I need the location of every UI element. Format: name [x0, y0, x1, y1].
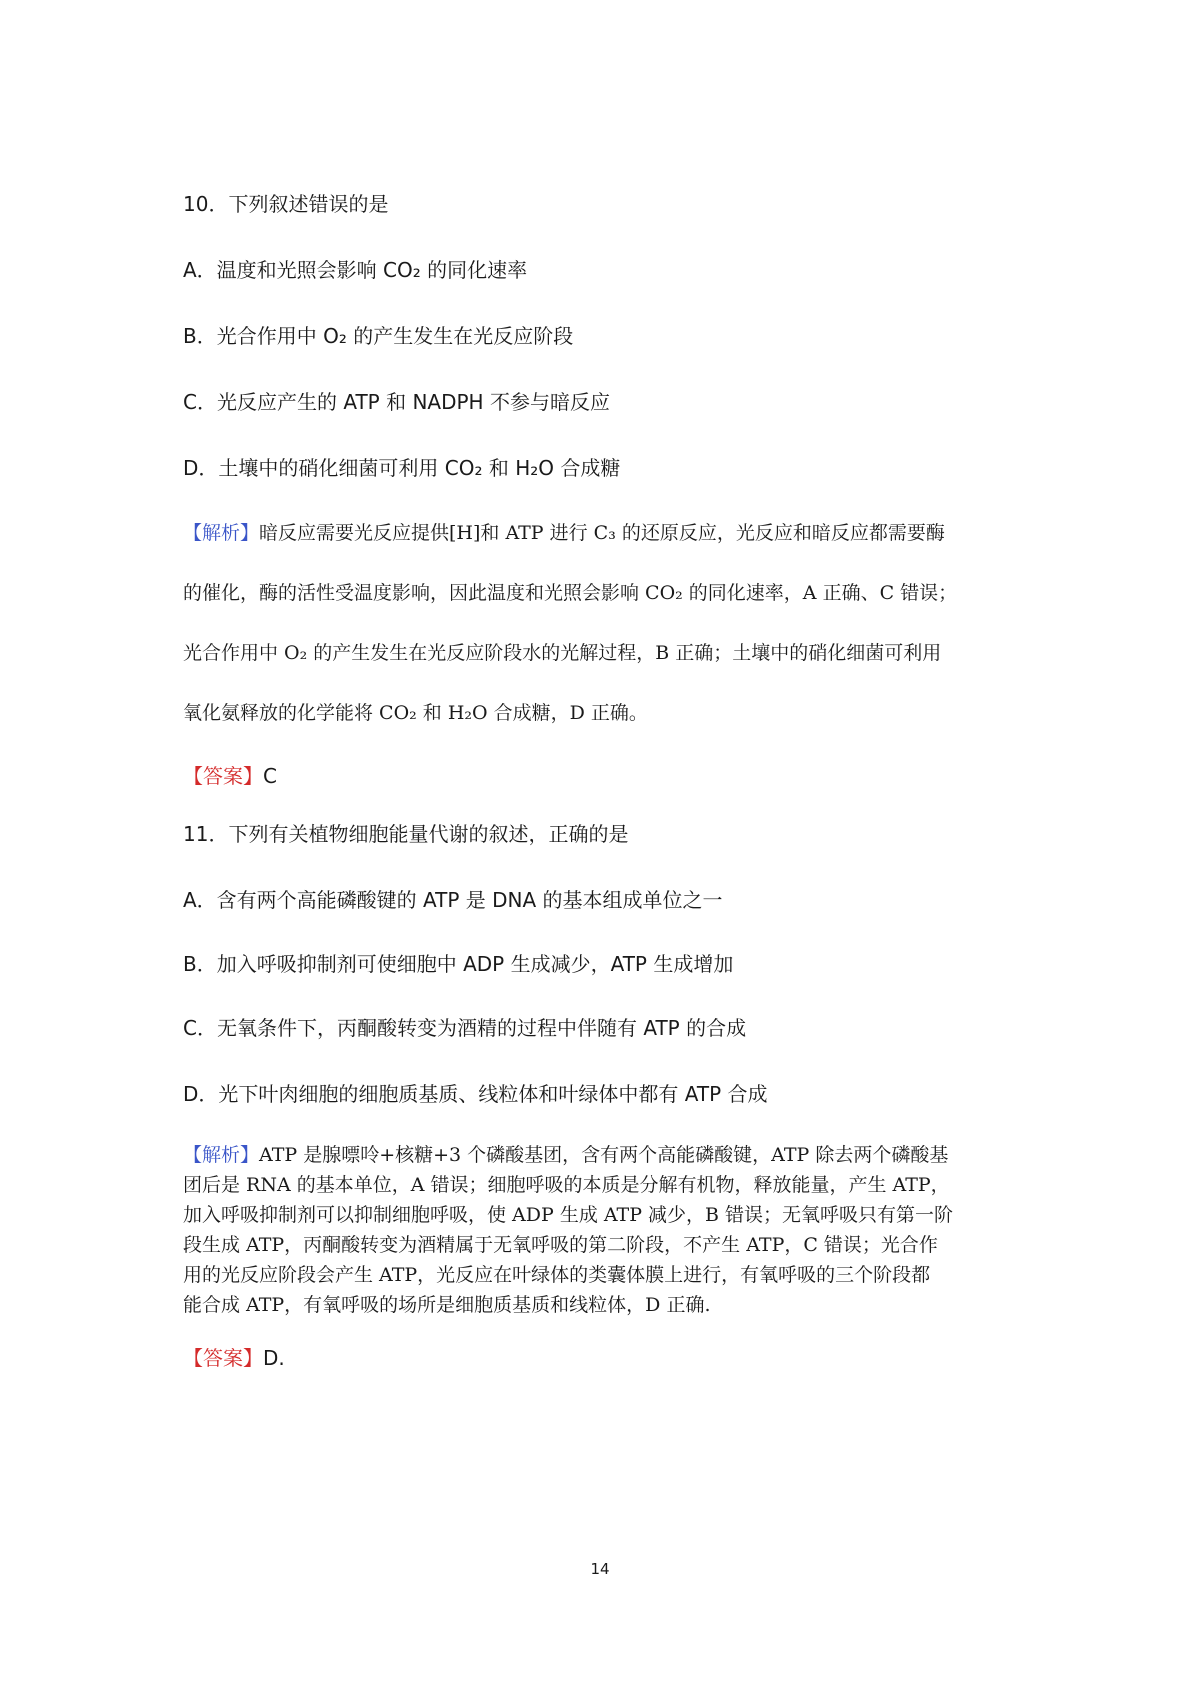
q11-analysis-line-5: 用的光反应阶段会产生 ATP，光反应在叶绿体的类囊体膜上进行，有氧呼吸的三个阶段都: [183, 1264, 931, 1286]
q11-answer: [183, 1342, 285, 1371]
page-number: 14: [590, 1560, 610, 1578]
q11-option-b: B．加入呼吸抑制剂可使细胞中 ADP 生成减少，ATP 生成增加: [183, 952, 734, 976]
q10-option-d: D．土壤中的硝化细菌可利用 CO₂ 和 H₂O 合成糖: [183, 456, 621, 480]
q10-analysis-text-1: 暗反应需要光反应提供[H]和 ATP 进行 C₃ 的还原反应，光反应和暗反应都需要酶: [259, 522, 945, 544]
q10-option-c: C．光反应产生的 ATP 和 NADPH 不参与暗反应: [183, 390, 610, 414]
q10-analysis-line-3: 光合作用中 O₂ 的产生发生在光反应阶段水的光解过程，B 正确；土壤中的硝化细菌可利用: [183, 642, 942, 664]
q11-analysis-line-6: 能合成 ATP，有氧呼吸的场所是细胞质基质和线粒体，D 正确.: [183, 1294, 711, 1316]
q10-stem: 10．下列叙述错误的是: [183, 192, 389, 216]
q11-analysis-line-1: [183, 1140, 948, 1167]
q10-analysis-line-1: [183, 518, 945, 545]
q10-answer-tag: 【答案】: [183, 764, 263, 788]
q11-analysis-line-2: 团后是 RNA 的基本单位，A 错误；细胞呼吸的本质是分解有机物，释放能量，产生 ATP，: [183, 1174, 950, 1196]
q11-option-a: A．含有两个高能磷酸键的 ATP 是 DNA 的基本组成单位之一: [183, 888, 723, 912]
q10-option-b: B．光合作用中 O₂ 的产生发生在光反应阶段: [183, 324, 574, 348]
q10-option-a: A．温度和光照会影响 CO₂ 的同化速率: [183, 258, 528, 282]
q10-analysis-line-2: 的催化，酶的活性受温度影响，因此温度和光照会影响 CO₂ 的同化速率，A 正确、C 错误；: [183, 582, 958, 604]
q10-analysis-tag: 【解析】: [183, 522, 260, 544]
q11-option-c: C．无氧条件下，丙酮酸转变为酒精的过程中伴随有 ATP 的合成: [183, 1016, 747, 1040]
q11-stem: 11．下列有关植物细胞能量代谢的叙述，正确的是: [183, 822, 629, 846]
q10-answer-value: C: [263, 764, 277, 788]
q11-analysis-text-1: ATP 是腺嘌呤+核糖+3 个磷酸基团，含有两个高能磷酸键，ATP 除去两个磷酸基: [259, 1144, 949, 1166]
q11-analysis-line-3: 加入呼吸抑制剂可以抑制细胞呼吸，使 ADP 生成 ATP 减少，B 错误；无氧呼吸只有第一阶: [183, 1204, 954, 1226]
q11-answer-value: D.: [263, 1346, 285, 1370]
q11-analysis-line-4: 段生成 ATP，丙酮酸转变为酒精属于无氧呼吸的第二阶段，不产生 ATP，C 错误；光合作: [183, 1234, 938, 1256]
q10-analysis-line-4: 氧化氨释放的化学能将 CO₂ 和 H₂O 合成糖，D 正确。: [183, 702, 648, 724]
q11-answer-tag: 【答案】: [183, 1346, 263, 1370]
q11-analysis-tag: 【解析】: [183, 1144, 260, 1166]
q10-answer: [183, 760, 277, 789]
q11-option-d: D．光下叶肉细胞的细胞质基质、线粒体和叶绿体中都有 ATP 合成: [183, 1082, 768, 1106]
